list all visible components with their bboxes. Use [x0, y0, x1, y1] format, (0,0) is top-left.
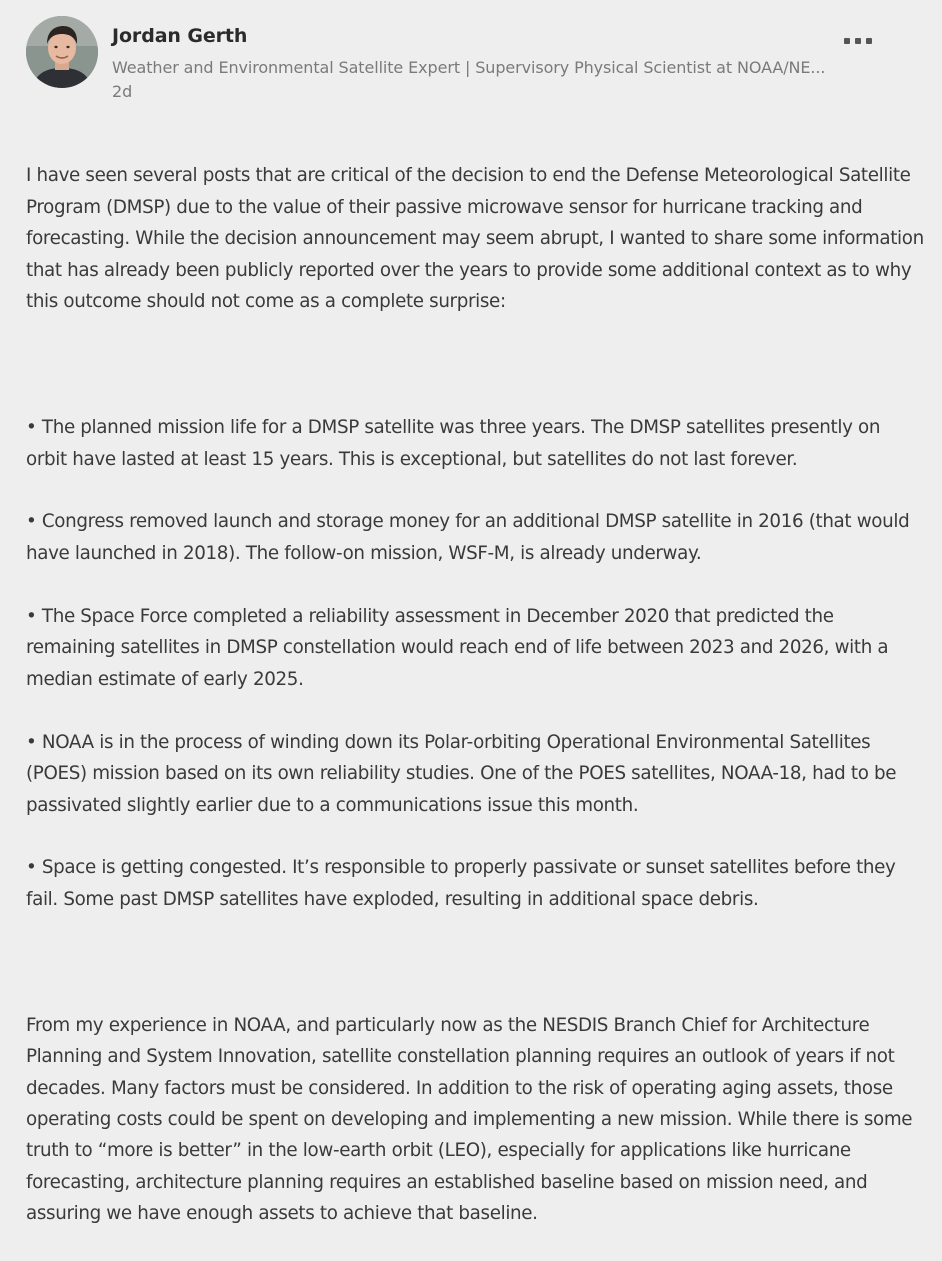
post-timestamp: 2d	[112, 82, 133, 101]
bullet-item: • Space is getting congested. It’s responsible to properly passivate or sunset satellites before they fail. Some past DMSP satellites have exploded, resulting in additional space debris.	[26, 857, 896, 910]
bullet-item: • The Space Force completed a reliability assessment in December 2020 that predicted the remaining satellites in DMSP constellation would reach end of life between 2023 and 2026, with a median estimate of early 2025.	[26, 605, 889, 690]
bullet-item: • The planned mission life for a DMSP satellite was three years. The DMSP satellites presently on orbit have lasted at least 15 years. This is exceptional, but satellites do not last forever.	[26, 417, 881, 470]
profile-photo	[26, 16, 98, 88]
author-name[interactable]: Jordan Gerth	[112, 25, 248, 47]
bullet-item: • NOAA is in the process of winding down its Polar-orbiting Operational Environmental Satellites (POES) mission based on its own reliability studies. One of the POES satellites, NOAA-18, had to be passivated slightly earlier due to a communications issue this month.	[26, 731, 897, 816]
more-horizontal-icon	[855, 38, 861, 44]
author-headline: Weather and Environmental Satellite Expert | Supervisory Physical Scientist at NOAA/NE...	[112, 58, 826, 77]
more-horizontal-icon	[866, 38, 872, 44]
bullet-item: • Congress removed launch and storage money for an additional DMSP satellite in 2016 (that would have launched in 2018). The follow-on mission, WSF-M, is already underway.	[26, 511, 910, 564]
post-closing-paragraph: From my experience in NOAA, and particularly now as the NESDIS Branch Chief for Architecture Planning and System Innovation, satellite constellation planning requires an outlook of years if not decades. Many factors must be considered. In addition to the risk of operating aging assets, those operating costs could be spent on developing and implementing a new mission. While there is some truth to “more is better” in the low-earth orbit (LEO), especially for applications like hurricane forecasting, architecture planning requires an established baseline based on mission need, and assuring we have enough assets to achieve that baseline.	[26, 1014, 913, 1225]
author-avatar[interactable]	[26, 16, 98, 88]
more-horizontal-icon	[844, 38, 850, 44]
post-body	[26, 129, 926, 1261]
post-intro-paragraph: I have seen several posts that are critical of the decision to end the Defense Meteorological Satellite Program (DMSP) due to the value of their passive microwave sensor for hurricane tracking and forecasting. While the decision announcement may seem abrupt, I wanted to share some information that has already been publicly reported over the years to provide some additional context as to why this outcome should not come as a complete surprise:	[26, 165, 924, 313]
paragraph-spacer	[26, 947, 926, 978]
paragraph-spacer	[26, 349, 926, 380]
more-options-button[interactable]	[838, 28, 878, 54]
